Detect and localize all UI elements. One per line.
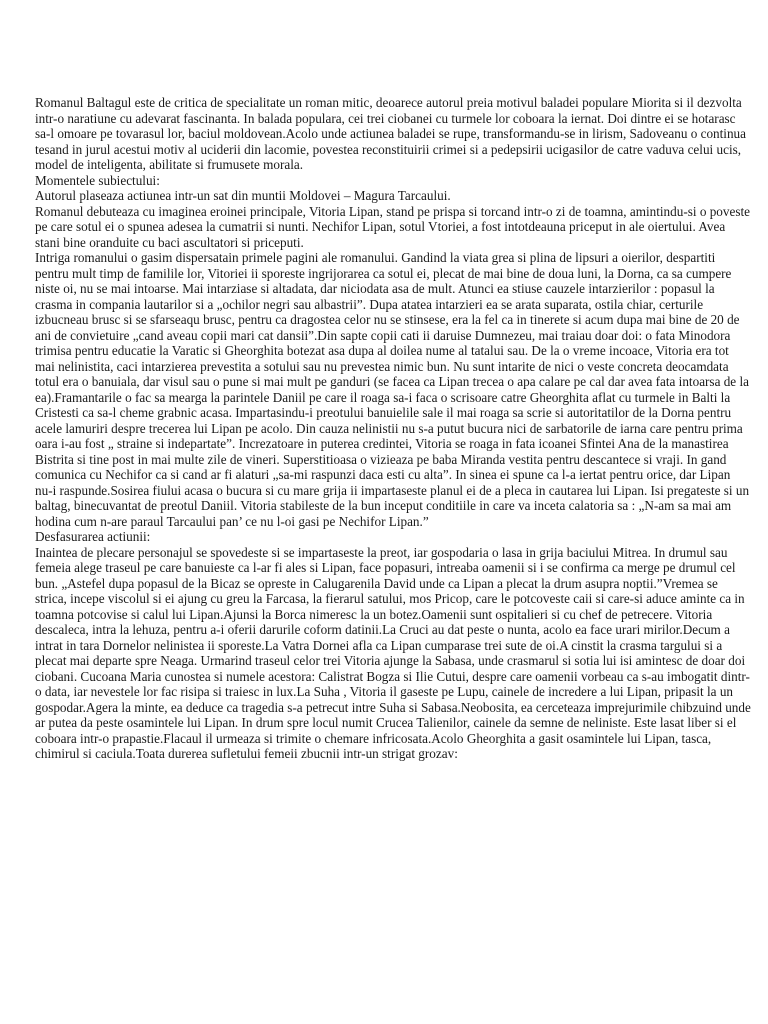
section-heading-desfasurare: Desfasurarea actiunii:: [35, 529, 151, 544]
intro-paragraph: Romanul Baltagul este de critica de specialitate un roman mitic, deoarece autorul preia motivul baladei populare Miorita si il dezvolta intr-o naratiune cu adevarat fascinanta. In balada populara, cei trei ciobanei cu turmele lor coboara la iernat. Doi dintre ei se hotarasc sa-l omoare pe tovarasul lor, baciul moldovean.Acolo unde actiunea baladei se rupe, transformandu-se in lirism, Sadoveanu o continua tesand in jurul acestui motiv al uciderii din lacomie, povestea reconstituirii crimei si a pedepsirii ucigasilor de catre vaduva celui ucis, model de inteligenta, abilitate si frumusete morala.: [35, 95, 747, 172]
intrigue-paragraph: Intriga romanului o gasim dispersatain primele pagini ale romanului. Gandind la viata grea si plina de lipsuri a oierilor, despartiti pentru mult timp de familile lor, Vitoriei ii sporeste ingrijorarea ca sotul ei, plecat de mai bine de doua luni, la Dorna, ca sa cumpere niste oi, nu se mai intoarse. Mai intarziase si altadata, dar niciodata asa de mult. Atunci ea stiuse cauzele intarzierilor : popasul la crasma in compania lautarilor si a „ochilor negri sau albastrii”. Dupa atatea intarzieri ea se arata suparata, ostila chiar, certurile izbucneau brusc si se sfarseaqu brusc, pentru ca dragostea celor nu se stinsese, era la fel ca in tinerete si acum dupa mai bine de 20 de ani de convietuire „cand aveau copii mari cat dansii”.Din sapte copii cati ii daruise Dumnezeu, mai traiau doar doi: o fata Minodora trimisa pentru educatie la Varatic si Gheorghita botezat asa dupa al doilea nume al tatalui sau. De la o vreme incoace, Vitoria era tot mai nelinistita, caci intarzierea prevestita a sotului sau nu prevestea nimic bun. Nu sunt intarite de nici o veste concreta deocamdata totul era o banuiala, dar visul sau o pune si mai mult pe ganduri (se facea ca Lipan trecea o apa calare pe cal dar avea fata intoarsa de la ea).Framantarile o fac sa mearga la parintele Daniil pe care il roaga sa-i faca o scrisoare catre Gheorghita aflat cu turmele in Balti la Cristesti ca sa-l cheme grabnic acasa. Impartasindu-i preotului banuielile sale il mai roaga sa scrie si autoritatilor de la Dorna pentru acele lamuriri despre trecerea lui Lipan pe acolo. Din cauza nelinistii nu s-a putut bucura nici de sarbatorile de iarna care pentru prima oara i-au fost „ straine si indepartate”. Increzatoare in puterea credintei, Vitoria se roaga in fata icoanei Sfintei Ana de la manastirea Bistrita si tine post in mai multe zile de vineri. Superstitioasa o vizieaza pe baba Miranda vestita pentru descantece si vraji. In gand comunica cu Nechifor ca si cand ar fi alaturi „sa-mi raspunzi daca esti cu alta”. In sinea ei spune ca l-a iertat pentru orice, dar Lipan nu-i raspunde.Sosirea fiului acasa o bucura si cu mare grija ii impartaseste planul ei de a pleca in cautarea lui Lipan. Isi pregateste si un baltag, binecuvantat de preotul Daniil. Vitoria stabileste de la bun inceput conditiile in care va inceta calatoria sa : „N-am sa mai am hodina cum n-are paraul Tarcaului pan’ ce nu l-oi gasi pe Nechifor Lipan.”: [35, 250, 750, 529]
section-heading-momente: Momentele subiectului:: [35, 172, 160, 188]
action-paragraph: Inaintea de plecare personajul se spovedeste si se impartaseste la preot, iar gospodaria o lasa in grija baciului Mitrea. In drumul sau femeia alege traseul pe care banuieste ca l-ar fi ales si Lipan, face popasuri, intreaba oamenii si i se confirma ca merge pe drumul cel bun. „Astefel dupa popasul de la Bicaz se opreste in Calugarenila David unde ca Lipan a plecat la drum asupra noptii.”Vremea se strica, incepe viscolul si ei ajung cu greu la Farcasa, la fierarul satului, mos Pricop, care le potcoveste caii si care-si aduce aminte ca in toamna potcovise si calul lui Lipan.Ajunsi la Borca nimeresc la un botez.Oamenii sunt ospitalieri si cu chef de petrecere. Vitoria descaleca, intra la lehuza, pentru a-i oferii darurile coform datinii.La Cruci au dat peste o nunta, acolo ea face urari mirilor.Decum a intrat in tara Dornelor nelinistea ii sporeste.La Vatra Dornei afla ca Lipan cumparase trei sute de oi.A cinstit la crasma targului si a plecat mai departe spre Neaga. Urmarind traseul celor trei Vitoria ajunge la Sabasa, unde crasmarul si sotia lui isi amintesc de doar doi ciobani. Cucoana Maria cunostea si numele acestora: Calistrat Bogza si Ilie Cutui, despre care oamenii vorbeau ca s-au imbogatit dintr-o data, iar nevestele lor fac risipa si traiesc in lux.La Suha , Vitoria il gaseste pe Lupu, cainele de incredere a lui Lipan, pripasit la un gospodar.Agera la minte, ea deduce ca tragedia s-a petrecut intre Suha si Sabasa.Neobosita, ea cerceteaza imprejurimile chibzuind unde ar putea da peste osamintele lui Lipan. In drum spre locul numit Crucea Talienilor, cainele da semne de neliniste. Este lasat liber si el coboara intr-o prapastie.Flacaul il urmeaza si trimite o chemare infricosata.Acolo Gheorghita a gasit osamintele lui Lipan, tasca, chimirul si caciula.Toata durerea sufletului femeii zbucnii intr-un strigat grozav:: [35, 544, 751, 761]
document-page: [35, 95, 751, 762]
setting-paragraph: Autorul plaseaza actiunea intr-un sat din muntii Moldovei – Magura Tarcaului.: [35, 188, 451, 203]
exposition-paragraph: Romanul debuteaza cu imaginea eroinei principale, Vitoria Lipan, stand pe prispa si torcand intr-o zi de toamna, amintindu-si o poveste pe care sotul ei o spunea adesea la cumatrii si nunti. Nechifor Lipan, sotul Vtoriei, a fost intotdeauna priceput in ale oiertului. Avea stani bine oranduite cu baci ascultatori si priceputi.: [35, 203, 751, 250]
